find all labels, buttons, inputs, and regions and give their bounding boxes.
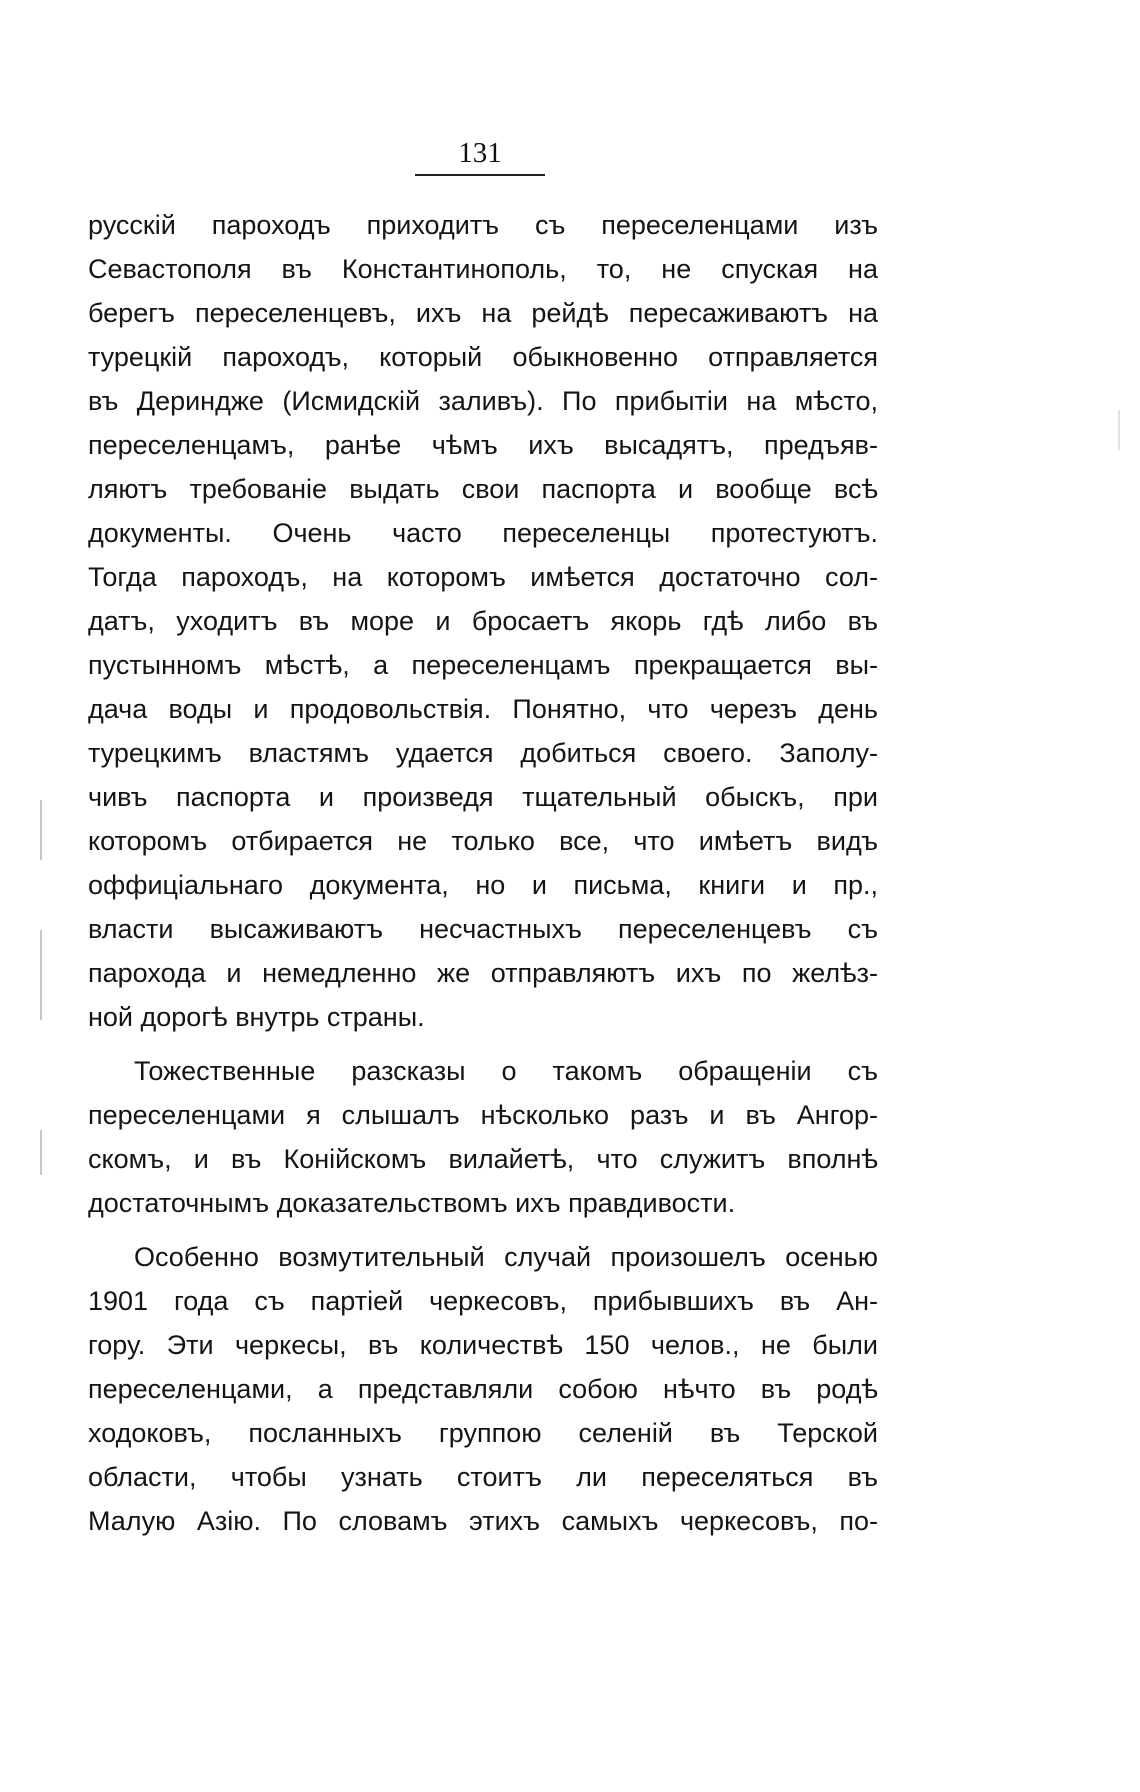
text-line: ляютъ требованіе выдать свои паспорта и вообще всѣ (88, 474, 878, 504)
text-line: Тогда пароходъ, на которомъ имѣется достаточно сол- (88, 562, 878, 592)
margin-scan-mark (40, 800, 42, 860)
paragraph-gap (88, 1225, 878, 1235)
text-line: Севастополя въ Константинополь, то, не спуская на (88, 254, 878, 284)
page-number-rule (415, 174, 545, 176)
margin-scan-mark (1118, 410, 1120, 450)
margin-scan-mark (40, 930, 42, 1020)
text-line: власти высаживаютъ несчастныхъ переселенцевъ съ (88, 914, 878, 944)
text-line: 1901 года съ партіей черкесовъ, прибывшихъ въ Ан- (88, 1286, 878, 1316)
text-line: датъ, уходитъ въ море и бросаетъ якорь гдѣ либо въ (88, 606, 878, 636)
text-line: переселенцами, а представляли собою нѣчто въ родѣ (88, 1374, 878, 1404)
text-line: русскій пароходъ приходитъ съ переселенцами изъ (88, 210, 878, 240)
text-line: чивъ паспорта и произведя тщательный обыскъ, при (88, 782, 878, 812)
paragraph-2 (88, 1049, 878, 1225)
text-line: ной дорогѣ внутрь страны. (88, 1002, 425, 1032)
text-line: которомъ отбирается не только все, что имѣетъ видъ (88, 826, 878, 856)
text-line: дача воды и продовольствія. Понятно, что черезъ день (88, 694, 878, 724)
text-line: берегъ переселенцевъ, ихъ на рейдѣ пересаживаютъ на (88, 298, 878, 328)
text-line: въ Дериндже (Исмидскій заливъ). По прибытіи на мѣсто, (88, 386, 878, 416)
page-number: 131 (458, 137, 502, 169)
text-line: турецкій пароходъ, который обыкновенно отправляется (88, 342, 878, 372)
text-line: документы. Очень часто переселенцы протестуютъ. (88, 518, 878, 548)
paragraph-gap (88, 1039, 878, 1049)
text-line: оффиціальнаго документа, но и письма, книги и пр., (88, 870, 878, 900)
text-line: Тожественные разсказы о такомъ обращеніи съ (134, 1056, 878, 1086)
text-line: ходоковъ, посланныхъ группою селеній въ Терской (88, 1418, 878, 1448)
text-line: скомъ, и въ Конійскомъ вилайетѣ, что служитъ вполнѣ (88, 1144, 878, 1174)
body-text (88, 203, 878, 1543)
paragraph-3 (88, 1235, 878, 1543)
text-line: гору. Эти черкесы, въ количествѣ 150 челов., не были (88, 1330, 878, 1360)
paragraph-1 (88, 203, 878, 1039)
text-line: турецкимъ властямъ удается добиться своего. Заполу- (88, 738, 878, 768)
margin-scan-mark (40, 1130, 42, 1175)
text-line: области, чтобы узнать стоитъ ли переселяться въ (88, 1462, 878, 1492)
text-line: парохода и немедленно же отправляютъ ихъ по желѣз- (88, 958, 878, 988)
text-line: переселенцамъ, ранѣе чѣмъ ихъ высадятъ, предъяв- (88, 430, 878, 460)
text-line: Малую Азію. По словамъ этихъ самыхъ черкесовъ, по- (88, 1506, 878, 1536)
text-line: переселенцами я слышалъ нѣсколько разъ и въ Ангор- (88, 1100, 878, 1130)
text-line: достаточнымъ доказательствомъ ихъ правдивости. (88, 1188, 736, 1218)
text-line: Особенно возмутительный случай произошелъ осенью (134, 1242, 878, 1272)
text-line: пустынномъ мѣстѣ, а переселенцамъ прекращается вы- (88, 650, 878, 680)
